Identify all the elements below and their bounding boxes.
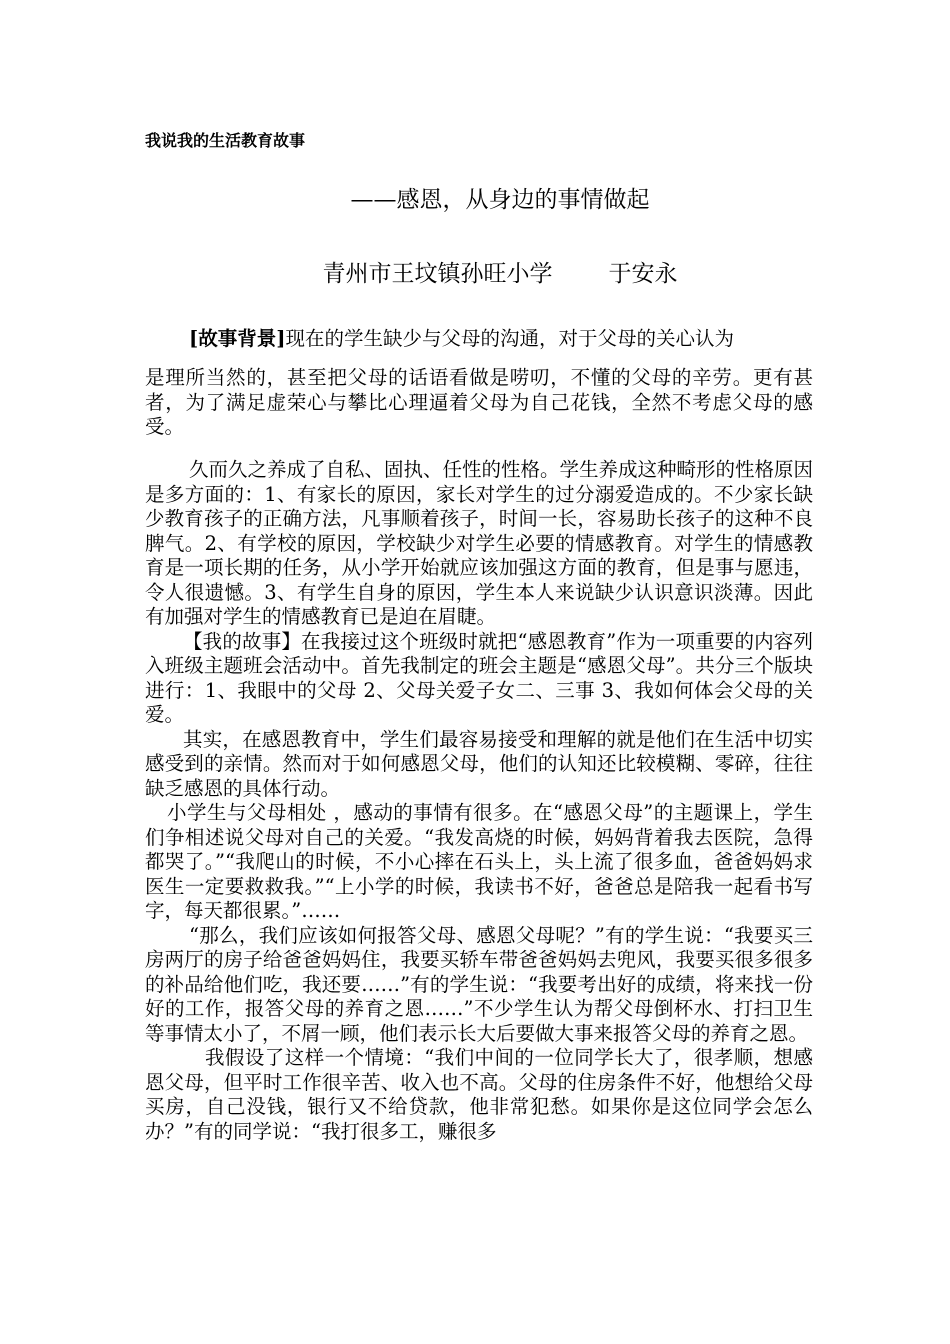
document-title: 我说我的生活教育故事: [145, 131, 306, 150]
background-first-line: [145, 327, 813, 352]
paragraph-character: 久而久之养成了自私、固执、任性的性格。学生养成这种畸形的性格原因是多方面的：1、有家长的原因，家长对学生的过分溺爱造成的。不少家长缺少教育孩子的正确方法，凡事顺着孩子，时间一长，容易助长孩子的这种不良脾气。2、有学校的原因，学校缺少对学生必要的情感教育。对学生的情感教育是一项长期的任务，从小学开始就应该加强这方面的教育，但是事与愿违，令人很遗憾。3、有学生自身的原因，学生本人来说缺少认识意识淡薄。因此有加强对学生的情感教育已是迫在眉睫。: [145, 458, 814, 628]
author-name: 于安永: [608, 261, 678, 287]
paragraph-how-repay: “那么，我们应该如何报答父母、感恩父母呢？”有的学生说：“我要买三房两厅的房子给爸爸妈妈住，我要买轿车带爸爸妈妈去兜风，我要买很多很多的补品给他们吃，我还要……”有的学生说：“我要考出好的成绩，将来找一份好的工作，报答父母的养育之恩……”不少学生认为帮父母倒杯水、打扫卫生等事情太小了，不屑一顾，他们表示长大后要做大事来报答父母的养育之恩。: [145, 923, 813, 1045]
author-line: [0, 255, 950, 288]
paragraph-students-parents: 小学生与父母相处 ，感动的事情有很多。在“感恩父母”的主题课上，学生们争相述说父母对自己的关爱。“我发高烧的时候，妈妈背着我去医院，急得都哭了。”“我爬山的时候，不小心摔在石头上，头上流了很多血，爸爸妈妈求医生一定要救救我。”“上小学的时候，我读书不好，爸爸总是陪我一起看书写字，每天都很累。”……: [145, 801, 813, 922]
story-body: [145, 458, 813, 1144]
background-label: [故事背景]: [189, 327, 286, 350]
paragraph-scenario: 我假设了这样一个情境：“我们中间的一位同学长大了，很孝顺，想感恩父母，但平时工作很辛苦、收入也不高。父母的住房条件不好，他想给父母买房，自己没钱，银行又不给贷款，他非常犯愁。如果你是这位同学会怎么办？”有的同学说：“我打很多工，赚很多: [145, 1046, 813, 1143]
background-continued: 是理所当然的，甚至把父母的话语看做是唠叨，不懂的父母的辛劳。更有甚者，为了满足虚荣心与攀比心理逼着父母为自己花钱，全然不考虑父母的感受。: [145, 366, 813, 438]
paragraph-gratitude: 其实，在感恩教育中，学生们最容易接受和理解的就是他们在生活中切实感受到的亲情。然而对于如何感恩父母，他们的认知还比较模糊、零碎，往往缺乏感恩的具体行动。: [145, 727, 813, 800]
background-first-text: 现在的学生缺少与父母的沟通，对于父母的关心认为: [285, 327, 734, 350]
school-name: 青州市王坟镇孙旺小学: [322, 261, 553, 287]
document-subtitle: ——感恩，从身边的事情做起: [350, 187, 650, 213]
paragraph-my-story: 【我的故事】在我接过这个班级时就把“感恩教育”作为一项重要的内容列入班级主题班会活动中。首先我制定的班会主题是“感恩父母”。共分三个版块进行：1、我眼中的父母 2、父母关爱子女二、三事 3、我如何体会父母的关爱。: [145, 629, 813, 726]
background-paragraph: [145, 366, 813, 440]
